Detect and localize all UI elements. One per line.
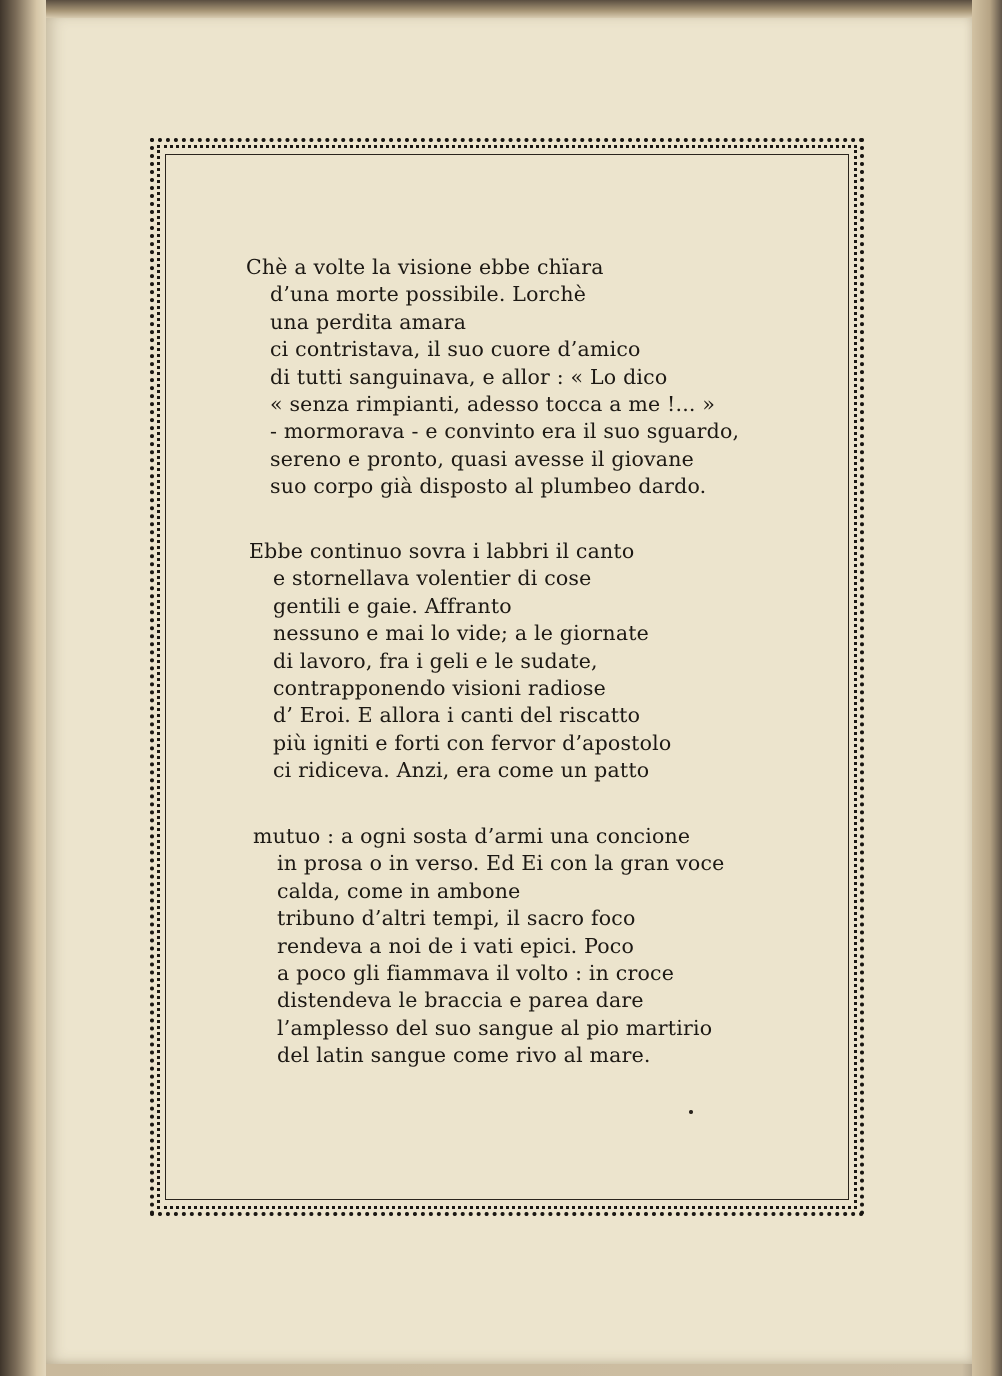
- poem-line: una perdita amara: [270, 309, 467, 334]
- poem-line: ci contristava, il suo cuore d’amico: [270, 337, 641, 362]
- poem-line: - mormorava - e convinto era il suo sguardo,: [270, 419, 740, 444]
- poem-line: di tutti sanguinava, e allor : « Lo dico: [270, 364, 668, 389]
- poem-line: tribuno d’altri tempi, il sacro foco: [277, 906, 636, 931]
- poem-line: nessuno e mai lo vide; a le giornate: [273, 621, 650, 646]
- poem-line: gentili e gaie. Affranto: [273, 593, 512, 618]
- page-top-edge: [0, 0, 1002, 18]
- poem-line: e stornellava volentier di cose: [273, 566, 592, 591]
- poem-stanza-3: [253, 823, 724, 1070]
- poem-line: a poco gli fiammava il volto : in croce: [277, 961, 675, 986]
- poem-line: distendeva le braccia e parea dare: [277, 988, 644, 1013]
- poem-line: Chè a volte la visione ebbe chïara: [246, 255, 604, 279]
- ink-speck: [689, 1110, 693, 1114]
- poem-line: suo corpo già disposto al plumbeo dardo.: [270, 474, 707, 499]
- poem-line: « senza rimpianti, adesso tocca a me !... »: [270, 392, 716, 417]
- poem-line: contrapponendo visioni radiose: [273, 676, 606, 701]
- poem-line: più igniti e forti con fervor d’apostolo: [273, 730, 672, 755]
- poem-line: di lavoro, fra i geli e le sudate,: [273, 648, 598, 673]
- poem-line: sereno e pronto, quasi avesse il giovane: [270, 446, 694, 471]
- book-spine-edge: [0, 0, 46, 1376]
- poem-line: d’ Eroi. E allora i canti del riscatto: [273, 703, 641, 728]
- poem-line: calda, come in ambone: [277, 878, 521, 903]
- poem-line: rendeva a noi de i vati epici. Poco: [277, 933, 635, 958]
- poem-line: in prosa o in verso. Ed Ei con la gran voce: [277, 851, 725, 876]
- page-right-edge: [972, 0, 1002, 1376]
- poem-line: mutuo : a ogni sosta d’armi una concione: [253, 824, 691, 848]
- poem-line: l’amplesso del suo sangue al pio martirio: [277, 1015, 713, 1040]
- poem-line: del latin sangue come rivo al mare.: [277, 1043, 651, 1068]
- poem-line: Ebbe continuo sovra i labbri il canto: [249, 539, 635, 563]
- poem-stanza-2: [249, 538, 671, 785]
- poem-line: d’una morte possibile. Lorchè: [270, 282, 587, 307]
- poem-line: ci ridiceva. Anzi, era come un patto: [273, 758, 650, 783]
- poem-stanza-1: [246, 254, 739, 501]
